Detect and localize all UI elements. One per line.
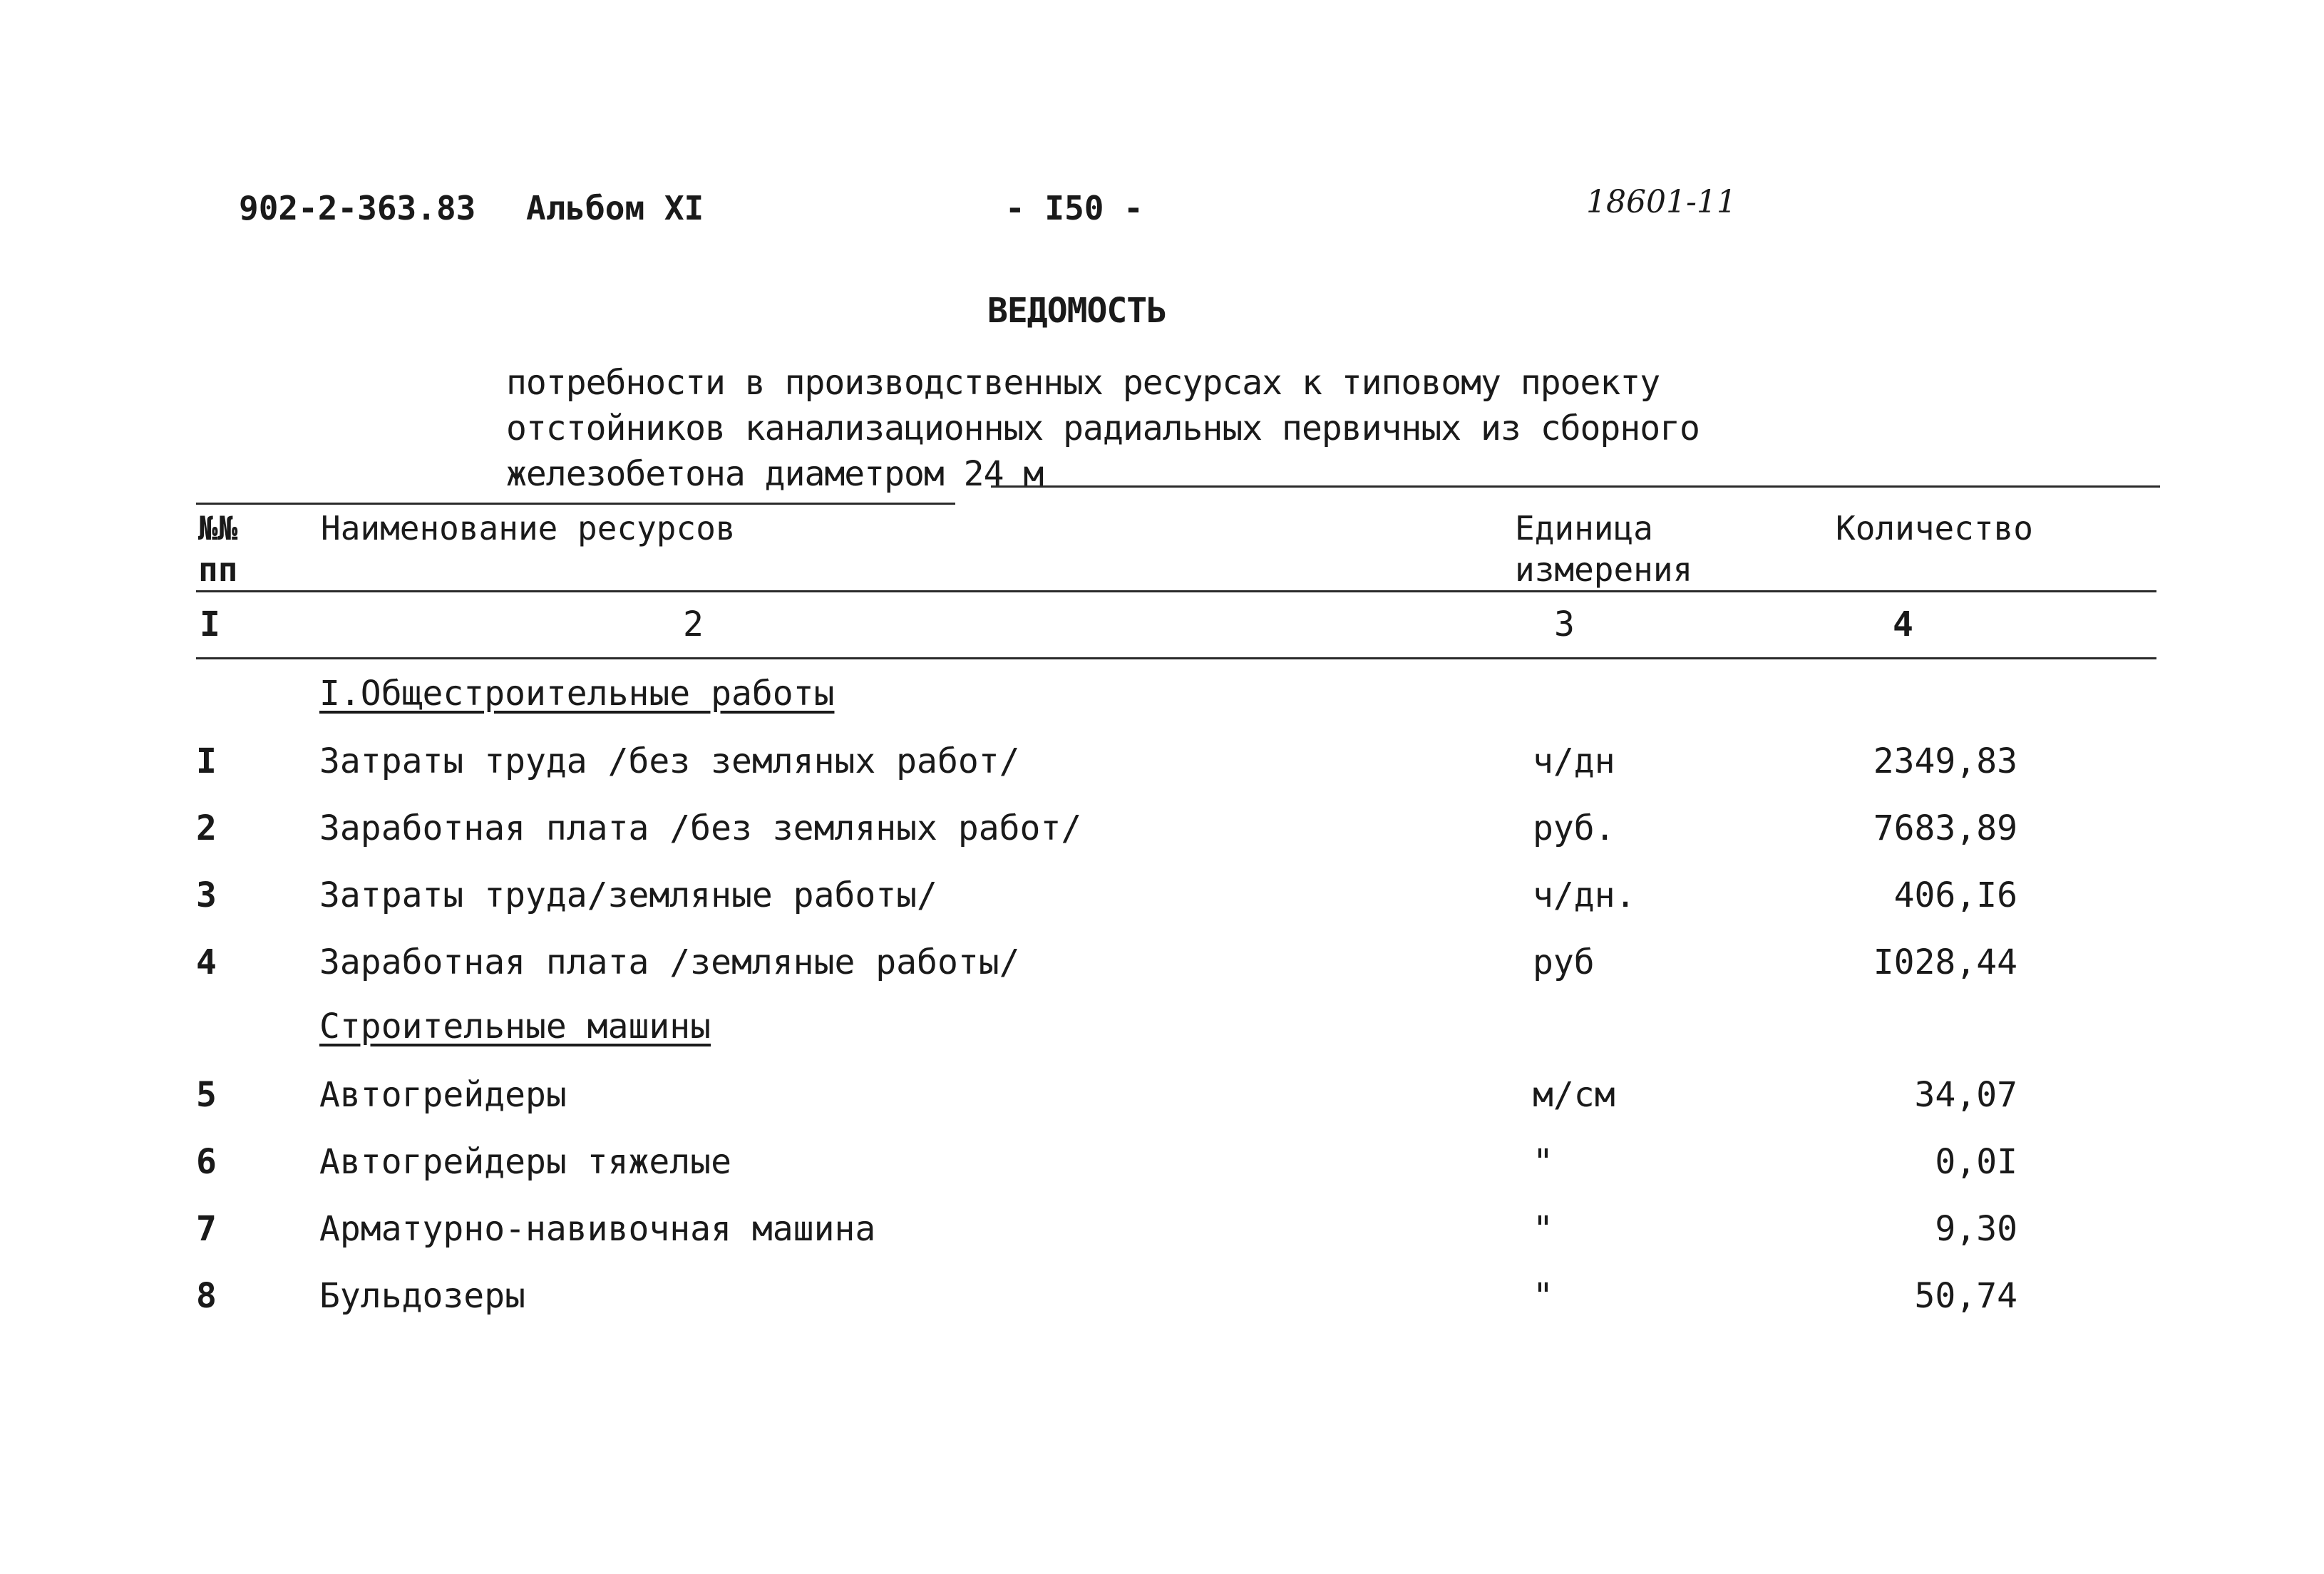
row-name: Бульдозеры xyxy=(319,1276,525,1316)
row-unit: ч/дн. xyxy=(1533,875,1636,915)
column-number-1: I xyxy=(200,605,220,644)
header-unit: Единица измерения xyxy=(1515,509,1693,589)
column-number-rule xyxy=(196,657,2156,659)
page-subtitle xyxy=(506,360,1700,497)
row-name: Затраты труда /без земляных работ/ xyxy=(319,741,1020,781)
table-top-rule-left xyxy=(196,503,955,505)
header-qty: Количество xyxy=(1836,509,2033,547)
row-name: Арматурно-навивочная машина xyxy=(319,1209,876,1249)
column-number-3: 3 xyxy=(1554,605,1575,644)
subtitle-line: потребности в производственных ресурсах к типовому проекту xyxy=(506,363,1660,403)
row-number: 6 xyxy=(196,1142,217,1182)
row-number: 4 xyxy=(196,942,217,982)
handwritten-reference: 18601-11 xyxy=(1586,184,1737,220)
row-quantity: 0,0I xyxy=(1935,1142,2017,1182)
section-title-construction-machines: Строительные машины xyxy=(319,1007,711,1046)
row-number: 2 xyxy=(196,808,217,848)
row-quantity: 406,I6 xyxy=(1893,875,2017,915)
subtitle-line: железобетона диаметром 24 м xyxy=(506,454,1044,494)
column-number-2: 2 xyxy=(683,605,704,644)
table-top-rule-right xyxy=(991,485,2160,488)
row-name: Затраты труда/земляные работы/ xyxy=(319,875,937,915)
subtitle-line: отстойников канализационных радиальных первичных из сборного xyxy=(506,408,1700,448)
row-unit: " xyxy=(1533,1276,1553,1316)
row-quantity: 2349,83 xyxy=(1873,741,2017,781)
row-number: I xyxy=(196,741,217,781)
row-number: 5 xyxy=(196,1075,217,1115)
row-quantity: I028,44 xyxy=(1873,942,2017,982)
row-name: Автогрейдеры тяжелые xyxy=(319,1142,731,1182)
row-quantity: 7683,89 xyxy=(1873,808,2017,848)
row-name: Заработная плата /земляные работы/ xyxy=(319,942,1020,982)
row-name: Заработная плата /без земляных работ/ xyxy=(319,808,1082,848)
document-code: 902-2-363.83 xyxy=(239,189,476,227)
header-rule xyxy=(196,590,2156,592)
header-num: №№ пп xyxy=(198,509,238,589)
page-title: ВЕДОМОСТЬ xyxy=(987,291,1167,331)
row-number: 8 xyxy=(196,1276,217,1316)
row-unit: ч/дн xyxy=(1533,741,1615,781)
row-number: 7 xyxy=(196,1209,217,1249)
header-name: Наименование ресурсов xyxy=(321,509,736,547)
row-name: Автогрейдеры xyxy=(319,1075,567,1115)
row-unit: м/см xyxy=(1533,1075,1615,1115)
album-label: Альбом XI xyxy=(526,189,704,227)
row-quantity: 34,07 xyxy=(1914,1075,2017,1115)
column-number-4: 4 xyxy=(1893,605,1913,644)
section-title-general-works: I.Общестроительные работы xyxy=(319,674,835,714)
page-number: - I50 - xyxy=(1005,189,1143,227)
row-number: 3 xyxy=(196,875,217,915)
row-unit: " xyxy=(1533,1142,1553,1182)
row-unit: " xyxy=(1533,1209,1553,1249)
row-quantity: 9,30 xyxy=(1935,1209,2017,1249)
row-quantity: 50,74 xyxy=(1914,1276,2017,1316)
row-unit: руб. xyxy=(1533,808,1615,848)
row-unit: руб xyxy=(1533,942,1595,982)
